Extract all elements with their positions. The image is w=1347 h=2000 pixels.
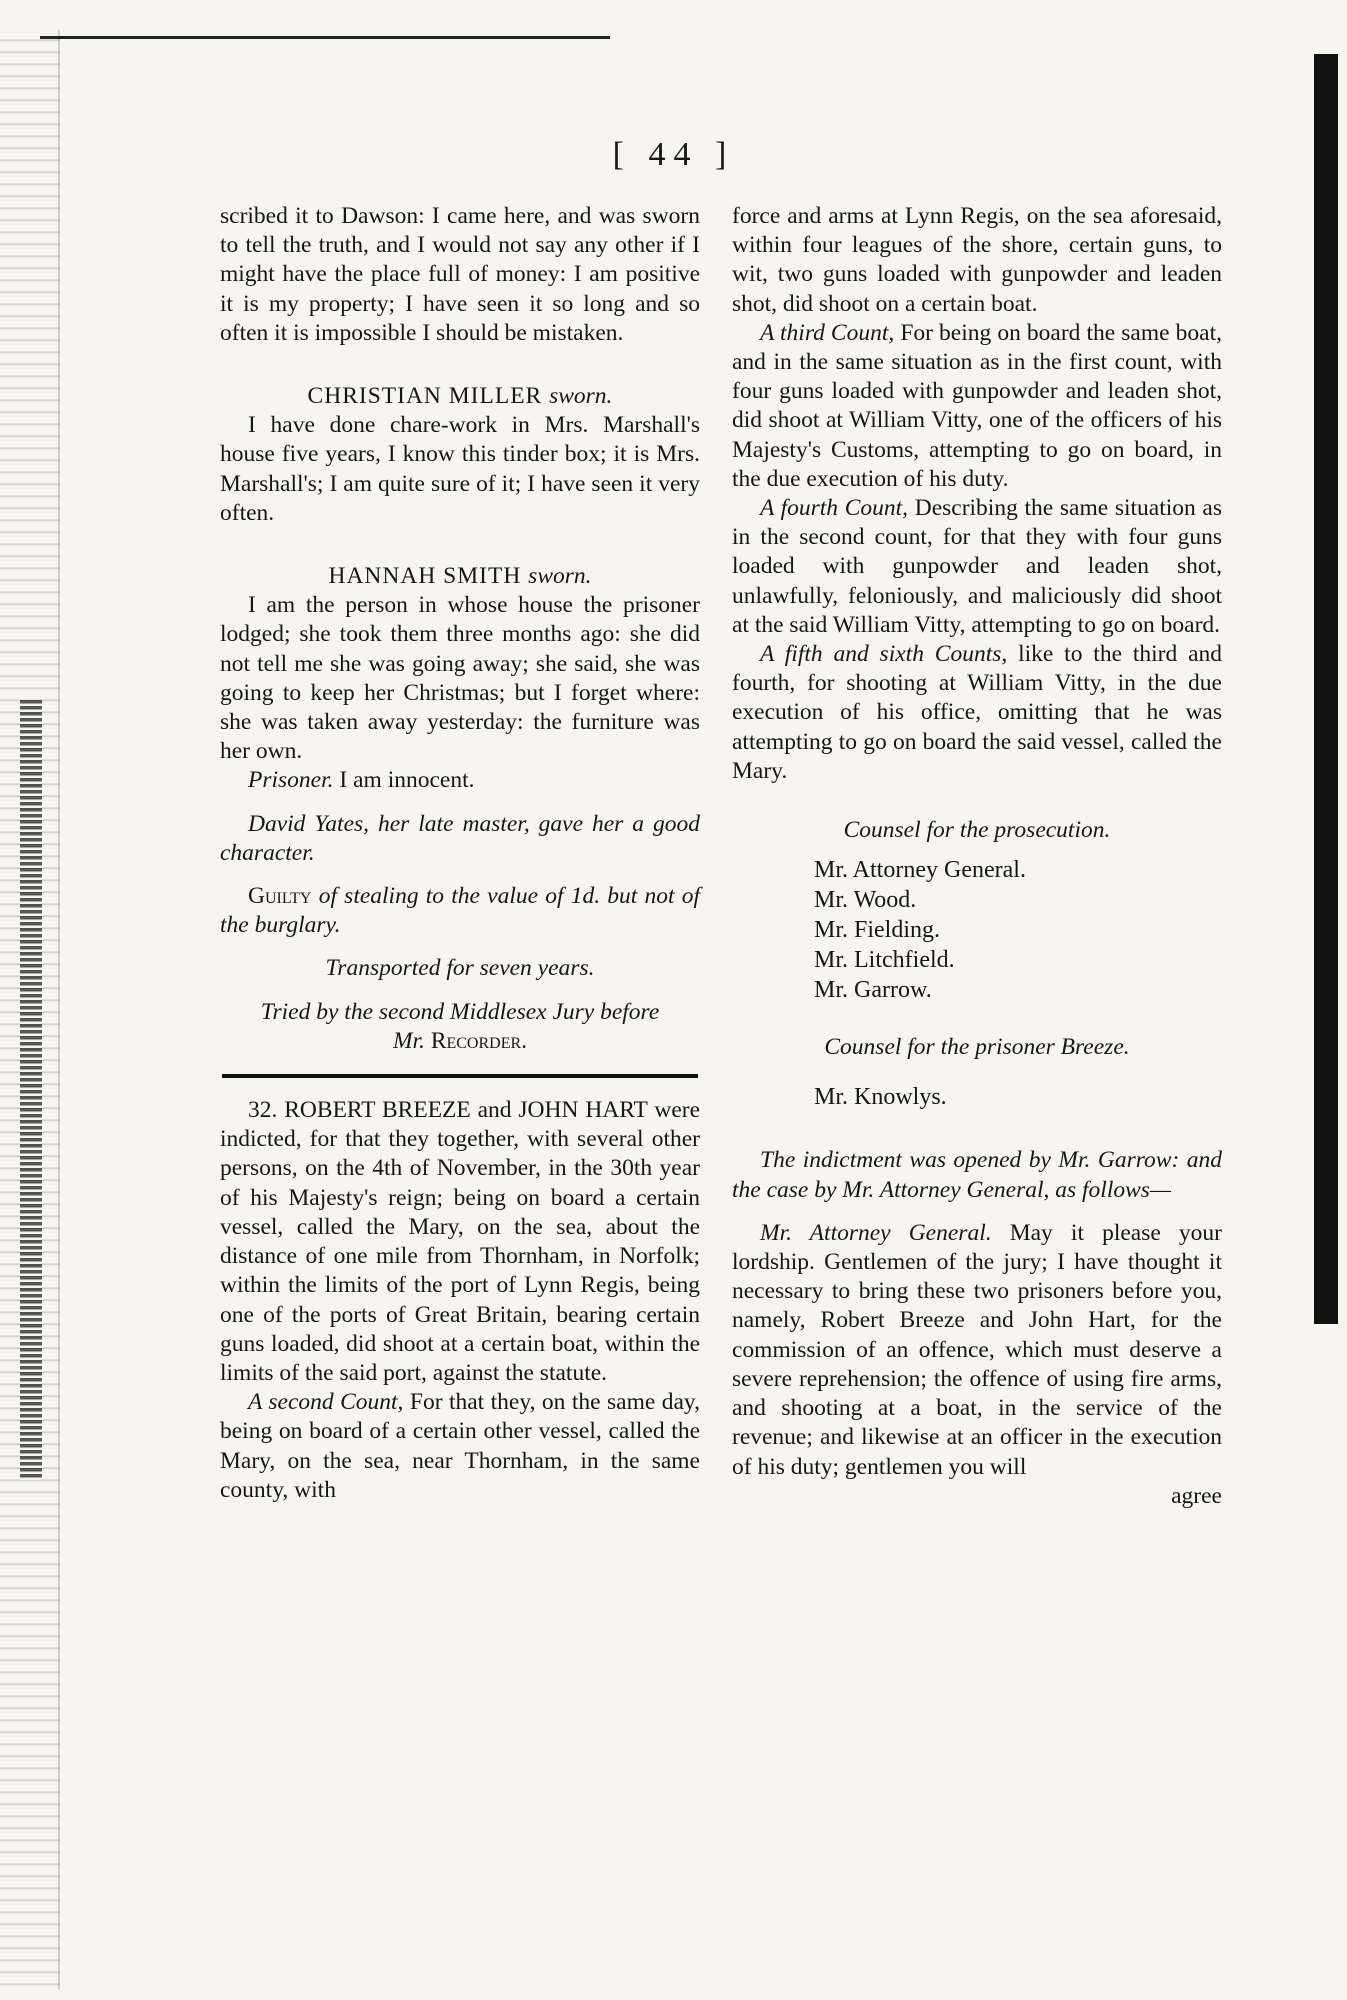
sentence: Transported for seven years. bbox=[325, 955, 595, 982]
count-label: A third Count, bbox=[760, 319, 895, 346]
scan-right-edge bbox=[1314, 54, 1338, 1324]
verdict-guilty: Guilty bbox=[248, 883, 312, 910]
sworn-label: sworn. bbox=[549, 383, 613, 410]
count-label: A second Count, bbox=[248, 1389, 404, 1416]
character-witness: David Yates, her late master, gave her a good character. bbox=[220, 810, 700, 866]
counsel-name: Mr. Attorney General. bbox=[814, 857, 1026, 884]
tried-by bbox=[220, 998, 700, 1056]
speaker-label: Mr. Attorney General. bbox=[760, 1219, 992, 1246]
count-text: Describing the same situation as in the second count, for that they with four guns loaded with gunpowder and leaden shot, unlawfully, feloniously, and maliciously did shoot at the said William Vitty, attempting to go on board. bbox=[732, 495, 1223, 638]
second-count bbox=[220, 1388, 700, 1505]
scan-binding-marks bbox=[20, 700, 42, 1480]
count-text: For that they, on the same day, being on board of a certain other vessel, called the Mary, on the sea, near Thornham, in the same county, with bbox=[220, 1389, 701, 1503]
catchword: agree bbox=[1171, 1482, 1222, 1509]
counsel-prosecution-list bbox=[814, 855, 1222, 1005]
counsel-name: Mr. Wood. bbox=[814, 887, 917, 914]
tried-line-1: Tried by the second Middlesex Jury before bbox=[260, 998, 660, 1025]
scan-top-rule bbox=[40, 36, 610, 39]
counsel-prisoner-list bbox=[814, 1082, 1222, 1112]
witness-testimony: I have done chare-work in Mrs. Marshall's house five years, I know this tinder box; it is Mrs. Marshall's; I am quite sure of it; I have seen it very often. bbox=[220, 412, 700, 526]
tried-recorder: Recorder. bbox=[430, 1027, 528, 1054]
prisoner-label: Prisoner. bbox=[248, 767, 334, 794]
count-label: A fifth and sixth Counts, bbox=[760, 641, 1008, 668]
tried-mr: Mr. bbox=[392, 1027, 425, 1054]
case-number: 32. bbox=[248, 1097, 278, 1124]
paragraph-opening: scribed it to Dawson: I came here, and was sworn to tell the truth, and I would not say any other if I might have the place full of money: I am positive it is my property; I have seen it so long and so often it is impossible I should be mistaken. bbox=[220, 203, 700, 346]
counsel-name: Mr. Garrow. bbox=[814, 977, 932, 1004]
fifth-sixth-count bbox=[732, 640, 1222, 786]
counsel-name: Mr. Litchfield. bbox=[814, 947, 955, 974]
count-label: A fourth Count, bbox=[760, 495, 909, 522]
prisoner-statement bbox=[220, 766, 700, 795]
page-number: [ 44 ] bbox=[612, 136, 735, 173]
verdict-text: of stealing to the value of 1d. but not of the burglary. bbox=[220, 883, 701, 939]
prisoner-text: I am innocent. bbox=[339, 767, 475, 794]
left-column bbox=[220, 202, 700, 1505]
speech-text: May it please your lordship. Gentlemen of the jury; I have thought it necessary to bring these two prisoners before you, namely, Robert Breeze and John Hart, for the commission of an offence, which must deserve a severe reprehension; the offence of using fire arms, and shooting at a boat, in the service of the revenue; and likewise at an officer in the execution of his duty; gentlemen you will bbox=[732, 1219, 1223, 1480]
attorney-general-speech bbox=[732, 1219, 1222, 1482]
counsel-prosecution-heading: Counsel for the prosecution. bbox=[843, 817, 1111, 844]
case-indictment bbox=[220, 1096, 700, 1388]
third-count bbox=[732, 319, 1222, 494]
witness-name: CHRISTIAN MILLER bbox=[307, 383, 543, 410]
right-column bbox=[732, 202, 1222, 1511]
section-divider bbox=[222, 1074, 698, 1078]
witness-heading-christian-miller bbox=[220, 382, 700, 411]
witness-testimony: I am the person in whose house the prisoner lodged; she took them three months ago: she did not tell me she was going away; she said, she was going to keep her Christmas; but I forget where: she was taken away yesterday: the furniture was her own. bbox=[220, 592, 700, 765]
sworn-label: sworn. bbox=[528, 563, 592, 590]
verdict bbox=[220, 882, 700, 940]
paragraph-continued: force and arms at Lynn Regis, on the sea aforesaid, within four leagues of the shore, certain guns, to wit, two guns loaded with gunpowder and leaden shot, did shoot on a certain boat. bbox=[732, 203, 1222, 317]
count-text: like to the third and fourth, for shooting at William Vitty, in the due execution of his office, omitting that he was attempting to go on board the said vessel, called the Mary. bbox=[732, 641, 1223, 784]
counsel-prisoner-heading: Counsel for the prisoner Breeze. bbox=[824, 1034, 1130, 1061]
witness-heading-hannah-smith bbox=[220, 562, 700, 591]
fourth-count bbox=[732, 494, 1222, 640]
counsel-name: Mr. Fielding. bbox=[814, 917, 941, 944]
count-text: For being on board the same boat, and in the same situation as in the first count, with four guns loaded with gunpowder and leaden shot, did shoot at William Vitty, one of the officers of his Majesty's Customs, attempting to go on board, in the due execution of his duty. bbox=[732, 319, 1222, 492]
indictment-opening-note: The indictment was opened by Mr. Garrow: and the case by Mr. Attorney General, as follows— bbox=[732, 1147, 1222, 1203]
counsel-name: Mr. Knowlys. bbox=[814, 1084, 947, 1111]
case-text: ROBERT BREEZE and JOHN HART were indicted, for that they together, with several other persons, on the 4th of November, in the 30th year of his Majesty's reign; being on board a certain vessel, called the Mary, on the sea, about the distance of one mile from Thornham, in Norfolk; within the limits of the port of Lynn Regis, being one of the ports of Great Britain, bearing certain guns loaded, did shoot at a certain boat, within the limits of the said port, against the statute. bbox=[220, 1097, 701, 1386]
witness-name: HANNAH SMITH bbox=[328, 563, 522, 590]
